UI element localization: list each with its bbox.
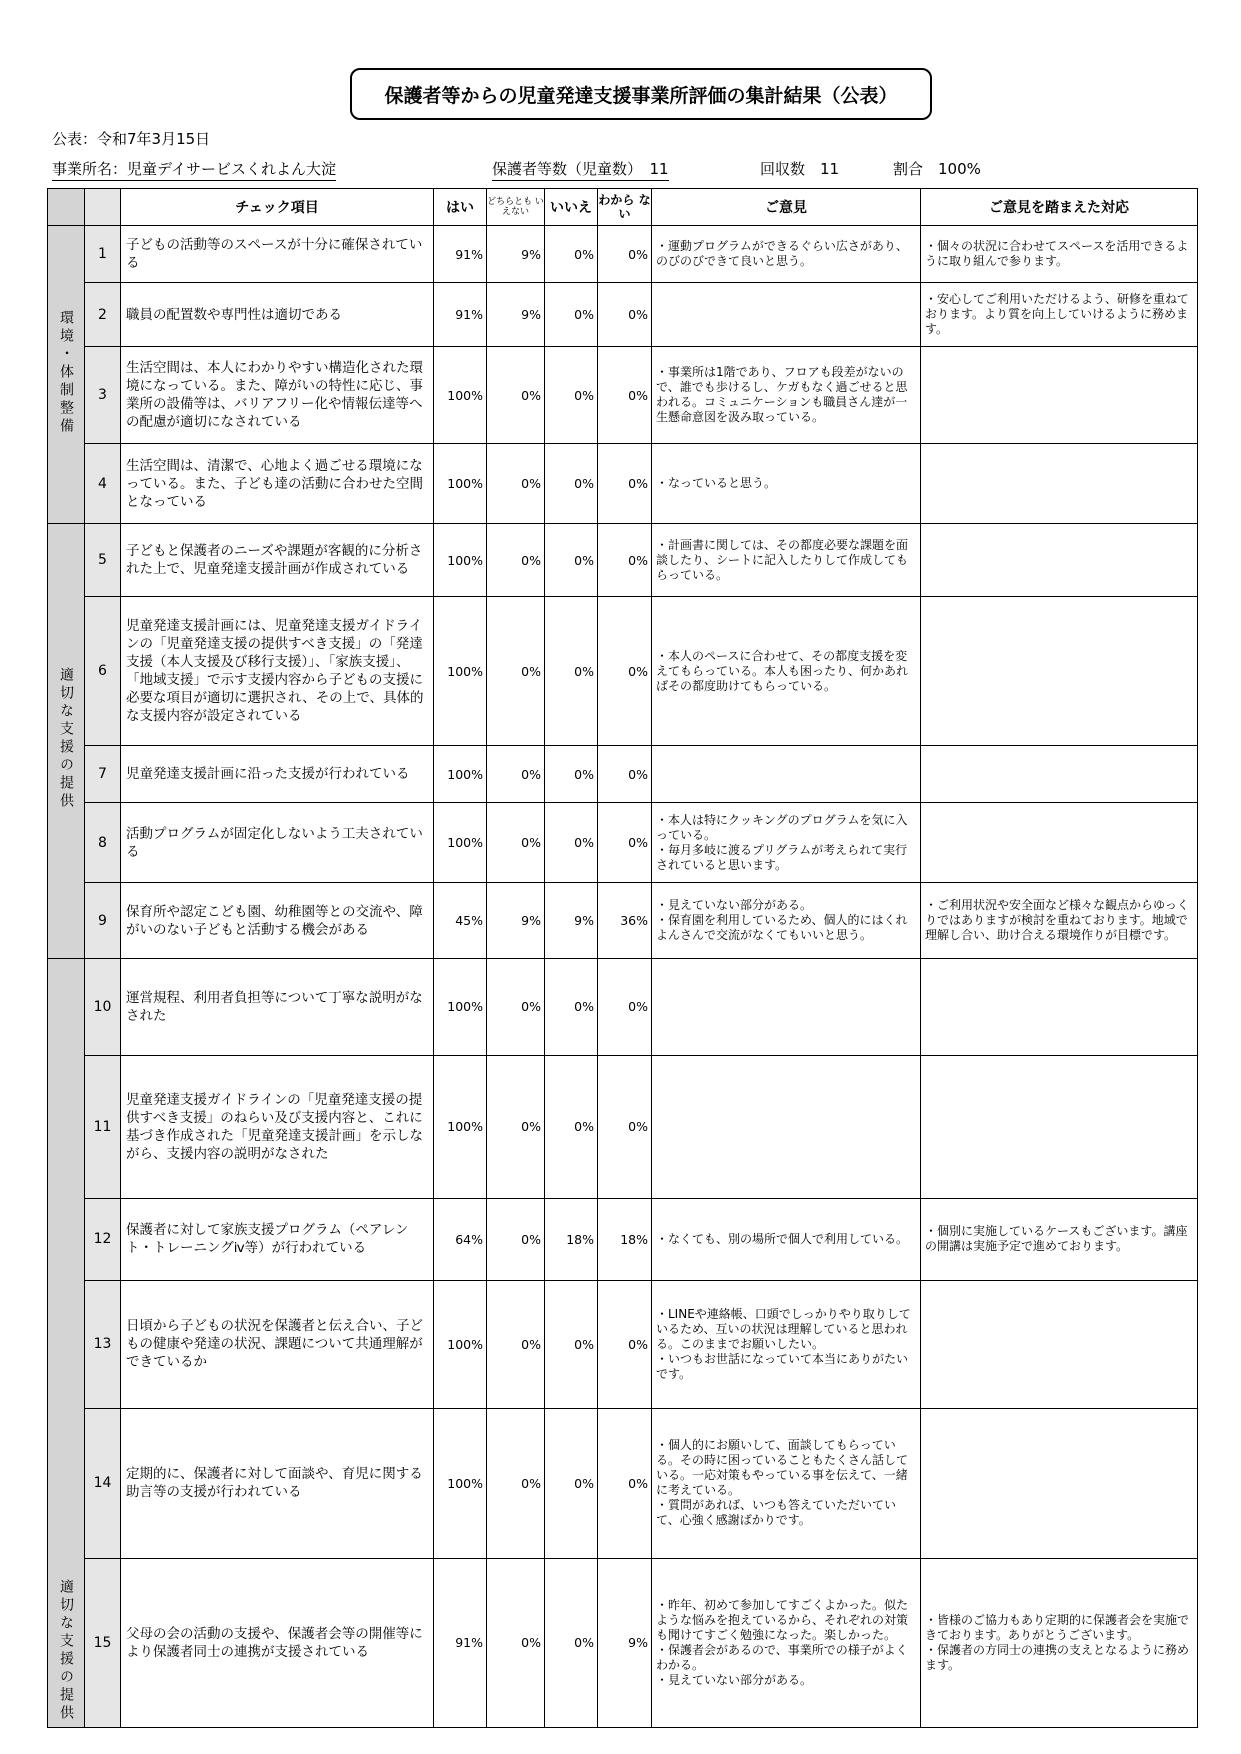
collected-count: 回収数 11	[760, 160, 840, 178]
pct-unknown: 0%	[598, 347, 652, 444]
pct-no: 18%	[545, 1198, 598, 1280]
opinion-cell: ・なくても、別の場所で個人で利用している。	[652, 1198, 921, 1280]
pct-no: 0%	[545, 1558, 598, 1727]
pct-yes: 100%	[434, 597, 487, 746]
pct-yes: 100%	[434, 1280, 487, 1408]
pct-neither: 0%	[487, 746, 545, 803]
pct-yes: 100%	[434, 347, 487, 444]
row-number: 13	[85, 1280, 121, 1408]
evaluation-table	[47, 188, 1198, 1728]
opinion-cell: ・見えていない部分がある。 ・保育園を利用しているため、個人的にはくれよんさんで交流がなくてもいいと思う。	[652, 883, 921, 959]
response-cell	[921, 1055, 1198, 1198]
pct-yes: 100%	[434, 1408, 487, 1558]
pct-no: 0%	[545, 1280, 598, 1408]
pct-unknown: 0%	[598, 746, 652, 803]
opinion-cell: ・なっていると思う。	[652, 444, 921, 524]
header-item: チェック項目	[121, 189, 434, 226]
check-item: 子どもの活動等のスペースが十分に確保されている	[121, 226, 434, 283]
pct-unknown: 36%	[598, 883, 652, 959]
pct-no: 0%	[545, 1408, 598, 1558]
pct-yes: 100%	[434, 959, 487, 1056]
pct-neither: 0%	[487, 1198, 545, 1280]
header-neither: どちらとも いえない	[487, 189, 545, 226]
opinion-cell	[652, 1055, 921, 1198]
response-cell	[921, 524, 1198, 597]
row-number: 3	[85, 347, 121, 444]
opinion-cell: ・個人的にお願いして、面談してもらっている。その時に困っていることもたくさん話している。一応対策もやっている事を伝えて、一緒に考えている。 ・質問があれば、いつも答えていただいていて、心強く感謝ばかりです。	[652, 1408, 921, 1558]
opinion-cell: ・本人のペースに合わせて、その都度支援を変えてもらっている。本人も困ったり、何かあればその都度助けてもらっている。	[652, 597, 921, 746]
pct-no: 0%	[545, 597, 598, 746]
row-number: 11	[85, 1055, 121, 1198]
opinion-cell: ・事業所は1階であり、フロアも段差がないので、誰でも歩けるし、ケガもなく過ごせると思われる。コミュニケーションも職員さん達が一生懸命意図を汲み取っている。	[652, 347, 921, 444]
header-yes: はい	[434, 189, 487, 226]
pct-unknown: 9%	[598, 1558, 652, 1727]
check-item: 児童発達支援ガイドラインの「児童発達支援の提供すべき支援」のねらい及び支援内容と、これに基づき作成された「児童発達支援計画」を示しながら、支援内容の説明がなされた	[121, 1055, 434, 1198]
pct-neither: 0%	[487, 1558, 545, 1727]
response-cell	[921, 444, 1198, 524]
opinion-cell: ・計画書に関しては、その都度必要な課題を面談したり、シートに記入したりして作成してもらっている。	[652, 524, 921, 597]
pct-unknown: 0%	[598, 444, 652, 524]
table-row	[48, 746, 1198, 803]
pct-yes: 100%	[434, 1055, 487, 1198]
category-support-provision: 適切な支援の提供	[48, 524, 85, 959]
pct-yes: 100%	[434, 524, 487, 597]
check-item: 生活空間は、本人にわかりやすい構造化された環境になっている。また、障がいの特性に応じ、事業所の設備等は、バリアフリー化や情報伝達等への配慮が適切になされている	[121, 347, 434, 444]
check-item: 児童発達支援計画に沿った支援が行われている	[121, 746, 434, 803]
row-number: 9	[85, 883, 121, 959]
header-number-blank	[85, 189, 121, 226]
check-item: 保育所や認定こども園、幼稚園等との交流や、障がいのない子どもと活動する機会がある	[121, 883, 434, 959]
office-name: 事業所名：児童デイサービスくれよん大淀	[52, 158, 336, 181]
pct-neither: 0%	[487, 1055, 545, 1198]
pct-unknown: 0%	[598, 524, 652, 597]
response-cell	[921, 746, 1198, 803]
table-row	[48, 1055, 1198, 1198]
table-row	[48, 347, 1198, 444]
pct-no: 0%	[545, 444, 598, 524]
pct-neither: 9%	[487, 883, 545, 959]
opinion-cell: ・本人は特にクッキングのプログラムを気に入っている。 ・毎月多岐に渡るプリグラムが考えられて実行されていると思います。	[652, 803, 921, 883]
pct-unknown: 18%	[598, 1198, 652, 1280]
header-response: ご意見を踏まえた対応	[921, 189, 1198, 226]
check-item: 父母の会の活動の支援や、保護者会等の開催等により保護者同士の連携が支援されている	[121, 1558, 434, 1727]
pct-yes: 91%	[434, 1558, 487, 1727]
table-header-row	[48, 189, 1198, 226]
table-row	[48, 803, 1198, 883]
pct-unknown: 0%	[598, 1055, 652, 1198]
opinion-cell	[652, 959, 921, 1056]
publication-date: 公表：令和7年3月15日	[52, 130, 211, 148]
row-number: 15	[85, 1558, 121, 1727]
row-number: 8	[85, 803, 121, 883]
pct-yes: 100%	[434, 803, 487, 883]
header-opinion: ご意見	[652, 189, 921, 226]
response-cell: ・個々の状況に合わせてスペースを活用できるように取り組んで参ります。	[921, 226, 1198, 283]
pct-no: 0%	[545, 524, 598, 597]
pct-no: 0%	[545, 803, 598, 883]
category-guardian-support: 適切な支援の提供	[48, 959, 85, 1728]
check-item: 定期的に、保護者に対して面談や、育児に関する助言等の支援が行われている	[121, 1408, 434, 1558]
response-cell	[921, 1408, 1198, 1558]
pct-yes: 45%	[434, 883, 487, 959]
pct-neither: 0%	[487, 1408, 545, 1558]
pct-no: 0%	[545, 746, 598, 803]
row-number: 2	[85, 283, 121, 347]
table-row	[48, 524, 1198, 597]
row-number: 6	[85, 597, 121, 746]
pct-yes: 91%	[434, 283, 487, 347]
pct-neither: 9%	[487, 226, 545, 283]
opinion-cell	[652, 283, 921, 347]
response-cell	[921, 597, 1198, 746]
table-row	[48, 1558, 1198, 1727]
row-number: 12	[85, 1198, 121, 1280]
pct-neither: 0%	[487, 347, 545, 444]
opinion-cell: ・LINEや連絡帳、口頭でしっかりやり取りしているため、互いの状況は理解していると思われる。このままでお願いしたい。 ・いつもお世話になっていて本当にありがたいです。	[652, 1280, 921, 1408]
pct-yes: 100%	[434, 444, 487, 524]
pct-yes: 100%	[434, 746, 487, 803]
response-cell: ・ご利用状況や安全面など様々な観点からゆっくりではありますが検討を重ねております。地域で理解し合い、助け合える環境作りが目標です。	[921, 883, 1198, 959]
pct-unknown: 0%	[598, 1408, 652, 1558]
header-no: いいえ	[545, 189, 598, 226]
pct-neither: 0%	[487, 803, 545, 883]
collection-ratio: 割合 100%	[893, 160, 981, 178]
pct-neither: 0%	[487, 524, 545, 597]
pct-unknown: 0%	[598, 226, 652, 283]
pct-no: 0%	[545, 347, 598, 444]
pct-neither: 0%	[487, 597, 545, 746]
pct-neither: 9%	[487, 283, 545, 347]
pct-yes: 91%	[434, 226, 487, 283]
table-row	[48, 1408, 1198, 1558]
check-item: 子どもと保護者のニーズや課題が客観的に分析された上で、児童発達支援計画が作成されている	[121, 524, 434, 597]
pct-unknown: 0%	[598, 1280, 652, 1408]
guardian-count: 保護者等数（児童数） 11	[492, 158, 669, 181]
table-row	[48, 444, 1198, 524]
check-item: 日頃から子どもの状況を保護者と伝え合い、子どもの健康や発達の状況、課題について共通理解ができているか	[121, 1280, 434, 1408]
response-cell	[921, 803, 1198, 883]
pct-unknown: 0%	[598, 597, 652, 746]
check-item: 保護者に対して家族支援プログラム（ペアレント・トレーニングⅳ等）が行われている	[121, 1198, 434, 1280]
opinion-cell: ・運動プログラムができるぐらい広さがあり、のびのびできて良いと思う。	[652, 226, 921, 283]
pct-unknown: 0%	[598, 803, 652, 883]
row-number: 14	[85, 1408, 121, 1558]
row-number: 4	[85, 444, 121, 524]
table-row	[48, 226, 1198, 283]
pct-no: 0%	[545, 1055, 598, 1198]
check-item: 職員の配置数や専門性は適切である	[121, 283, 434, 347]
table-row	[48, 1280, 1198, 1408]
response-cell	[921, 1280, 1198, 1408]
row-number: 1	[85, 226, 121, 283]
pct-neither: 0%	[487, 1280, 545, 1408]
pct-no: 0%	[545, 283, 598, 347]
response-cell	[921, 959, 1198, 1056]
pct-no: 9%	[545, 883, 598, 959]
pct-neither: 0%	[487, 444, 545, 524]
check-item: 生活空間は、清潔で、心地よく過ごせる環境になっている。また、子ども達の活動に合わせた空間となっている	[121, 444, 434, 524]
row-number: 10	[85, 959, 121, 1056]
opinion-cell: ・昨年、初めて参加してすごくよかった。似たような悩みを抱えているから、それぞれの対策も聞けてすごく勉強になった。楽しかった。 ・保護者会があるので、事業所での様子がよくわかる。 ・見えていない部分がある。	[652, 1558, 921, 1727]
opinion-cell	[652, 746, 921, 803]
pct-no: 0%	[545, 959, 598, 1056]
table-row	[48, 1198, 1198, 1280]
row-number: 5	[85, 524, 121, 597]
table-row	[48, 959, 1198, 1056]
response-cell: ・個別に実施しているケースもございます。講座の開講は実施予定で進めております。	[921, 1198, 1198, 1280]
check-item: 活動プログラムが固定化しないよう工夫されている	[121, 803, 434, 883]
response-cell: ・安心してご利用いただけるよう、研修を重ねております。より質を向上していけるように務めます。	[921, 283, 1198, 347]
row-number: 7	[85, 746, 121, 803]
category-environment: 環境・体制整備	[48, 226, 85, 524]
table-row	[48, 597, 1198, 746]
table-row	[48, 283, 1198, 347]
pct-no: 0%	[545, 226, 598, 283]
header-unknown: わから ない	[598, 189, 652, 226]
header-category-blank	[48, 189, 85, 226]
page-title: 保護者等からの児童発達支援事業所評価の集計結果（公表）	[350, 68, 932, 120]
pct-unknown: 0%	[598, 283, 652, 347]
pct-unknown: 0%	[598, 959, 652, 1056]
check-item: 運営規程、利用者負担等について丁寧な説明がなされた	[121, 959, 434, 1056]
response-cell: ・皆様のご協力もあり定期的に保護者会を実施できております。ありがとうございます。 ・保護者の方同士の連携の支えとなるように務めます。	[921, 1558, 1198, 1727]
check-item: 児童発達支援計画には、児童発達支援ガイドラインの「児童発達支援の提供すべき支援」の「発達支援（本人支援及び移行支援）」、「家族支援」、「地域支援」で示す支援内容から子どもの支援に必要な項目が適切に選択され、その上で、具体的な支援内容が設定されている	[121, 597, 434, 746]
response-cell	[921, 347, 1198, 444]
pct-neither: 0%	[487, 959, 545, 1056]
pct-yes: 64%	[434, 1198, 487, 1280]
table-row	[48, 883, 1198, 959]
